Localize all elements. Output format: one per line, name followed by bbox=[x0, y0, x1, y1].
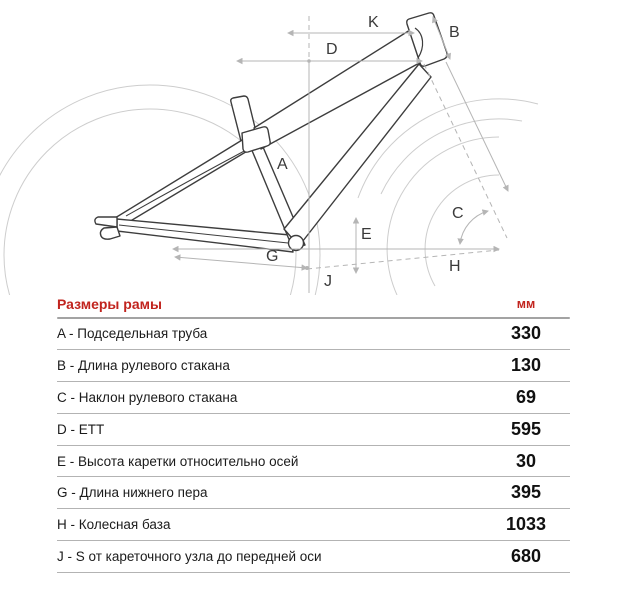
row-label: D - ETT bbox=[57, 421, 105, 437]
row-value: 680 bbox=[510, 546, 542, 567]
dim-arc-C bbox=[460, 211, 488, 244]
bottom-bracket bbox=[289, 236, 304, 251]
row-label: G - Длина нижнего пера bbox=[57, 485, 208, 501]
label-K: K bbox=[368, 14, 379, 31]
table-row bbox=[57, 509, 570, 541]
label-C: C bbox=[452, 205, 464, 222]
table-row bbox=[57, 350, 570, 382]
frame-geometry-drawing bbox=[0, 0, 626, 295]
row-label: C - Наклон рулевого стакана bbox=[57, 389, 238, 405]
dim-line-G bbox=[175, 257, 307, 268]
label-B: B bbox=[449, 24, 460, 41]
row-value: 69 bbox=[515, 386, 537, 407]
seat-stay bbox=[115, 137, 254, 226]
row-value: 1033 bbox=[505, 514, 547, 535]
table-title: Размеры рамы bbox=[57, 296, 162, 312]
table-row bbox=[57, 318, 570, 350]
row-label: A - Подседельная труба bbox=[57, 325, 208, 341]
label-J: J bbox=[324, 273, 332, 290]
label-E: E bbox=[361, 226, 372, 243]
row-value: 395 bbox=[510, 482, 542, 503]
dim-junction-dot bbox=[305, 266, 309, 270]
row-value: 130 bbox=[510, 354, 542, 375]
row-value: 30 bbox=[515, 450, 537, 471]
rear-dropout-lower bbox=[100, 227, 120, 239]
rear-dropout-upper bbox=[95, 217, 117, 227]
row-value: 330 bbox=[510, 322, 542, 343]
row-value: 595 bbox=[510, 418, 542, 439]
row-label: E - Высота каретки относительно осей bbox=[57, 453, 299, 469]
row-label: B - Длина рулевого стакана bbox=[57, 357, 230, 373]
table-row bbox=[57, 414, 570, 446]
dim-line-J bbox=[307, 250, 499, 269]
label-H: H bbox=[449, 258, 461, 275]
steering-axis-dashed bbox=[424, 64, 507, 238]
table-row bbox=[57, 477, 570, 509]
table-row bbox=[57, 541, 570, 573]
row-label: J - S от кареточного узла до передней оси bbox=[57, 549, 322, 565]
frame-sizes-table bbox=[57, 318, 570, 573]
frame-geometry-diagram bbox=[0, 0, 626, 295]
label-G: G bbox=[266, 248, 279, 265]
label-A: A bbox=[277, 156, 288, 173]
row-label: H - Колесная база bbox=[57, 517, 171, 533]
table-unit-header: мм bbox=[516, 297, 536, 311]
table-row bbox=[57, 382, 570, 414]
table-row bbox=[57, 446, 570, 478]
seat-stay-second bbox=[126, 149, 248, 216]
label-D: D bbox=[326, 41, 338, 58]
bike-frame-drawing bbox=[95, 13, 447, 252]
